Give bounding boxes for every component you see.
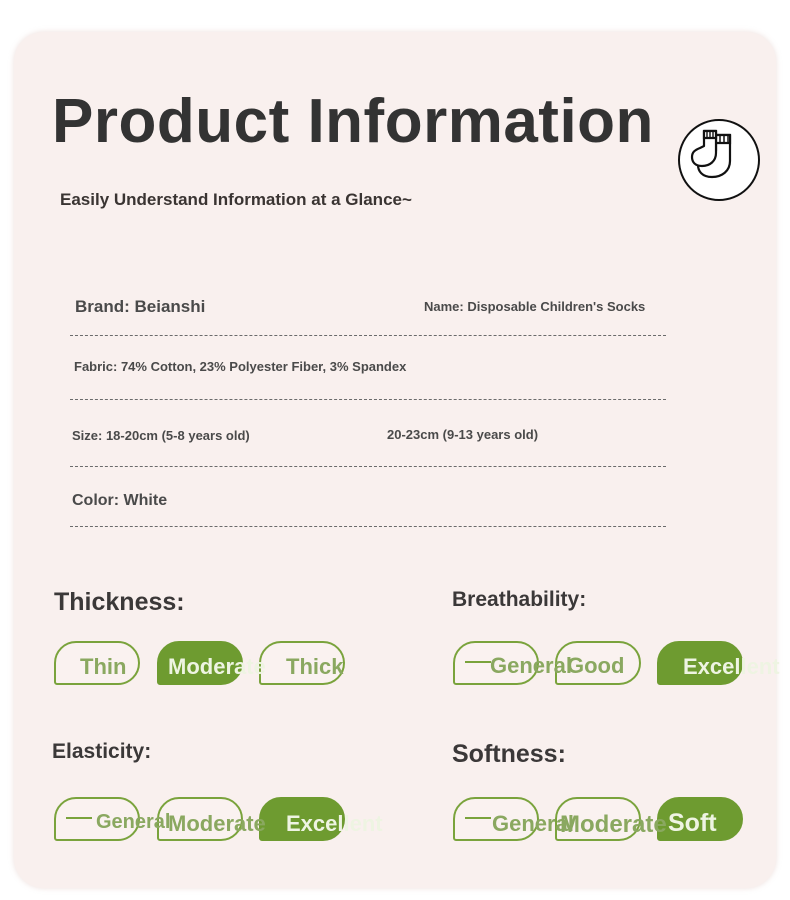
sock-icon bbox=[678, 119, 760, 201]
thickness-label-thick: Thick bbox=[286, 654, 344, 679]
brand-text: Brand: Beianshi bbox=[75, 297, 206, 316]
size-small-text: Size: 18-20cm (5-8 years old) bbox=[72, 428, 250, 443]
elasticity-title: Elasticity: bbox=[52, 740, 152, 763]
softness-title: Softness: bbox=[452, 740, 566, 768]
elasticity-option-excellent[interactable] bbox=[259, 797, 345, 841]
divider bbox=[70, 526, 666, 527]
thickness-option-thin[interactable] bbox=[54, 641, 140, 685]
sock-icon-graphic bbox=[690, 129, 746, 189]
breathability-option-good[interactable] bbox=[555, 641, 641, 685]
product-name-text: Name: Disposable Children's Socks bbox=[424, 299, 646, 314]
elasticity-label-excellent: Excellent bbox=[286, 811, 383, 836]
softness-option-soft[interactable] bbox=[657, 797, 743, 841]
divider bbox=[70, 335, 666, 336]
fabric-text: Fabric: 74% Cotton, 23% Polyester Fiber, 3% Spandex bbox=[74, 359, 407, 374]
breathability-label-general: General bbox=[490, 653, 572, 678]
page-title: Product Information bbox=[52, 87, 654, 156]
thickness-option-moderate[interactable] bbox=[157, 641, 243, 685]
thickness-option-thick[interactable] bbox=[259, 641, 345, 685]
elasticity-label-moderate: Moderate bbox=[168, 811, 266, 836]
breathability-option-general[interactable] bbox=[453, 641, 539, 685]
elasticity-option-moderate[interactable] bbox=[157, 797, 243, 841]
softness-option-moderate[interactable] bbox=[555, 797, 641, 841]
breathability-label-excellent: Excellent bbox=[683, 654, 780, 679]
product-info-card bbox=[14, 32, 780, 888]
pill-line bbox=[465, 817, 491, 819]
thickness-title: Thickness: bbox=[54, 588, 185, 616]
divider bbox=[70, 399, 666, 400]
color-text: Color: White bbox=[72, 492, 168, 509]
thickness-label-thin: Thin bbox=[80, 654, 127, 679]
elasticity-label-general: General bbox=[96, 811, 171, 833]
softness-label-general: General bbox=[492, 811, 574, 836]
breathability-label-good: Good bbox=[567, 653, 625, 678]
elasticity-option-general[interactable] bbox=[54, 797, 140, 841]
size-large-text: 20-23cm (9-13 years old) bbox=[387, 427, 539, 442]
softness-label-soft: Soft bbox=[668, 809, 717, 837]
softness-label-moderate: Moderate bbox=[560, 811, 667, 838]
pill-line bbox=[465, 661, 491, 663]
pill-line bbox=[66, 817, 92, 819]
breathability-title: Breathability: bbox=[452, 588, 587, 611]
softness-option-general[interactable] bbox=[453, 797, 539, 841]
breathability-option-excellent[interactable] bbox=[657, 641, 743, 685]
page-subtitle: Easily Understand Information at a Glance~ bbox=[60, 190, 412, 209]
thickness-label-moderate: Moderate bbox=[168, 654, 266, 679]
divider bbox=[70, 466, 666, 467]
